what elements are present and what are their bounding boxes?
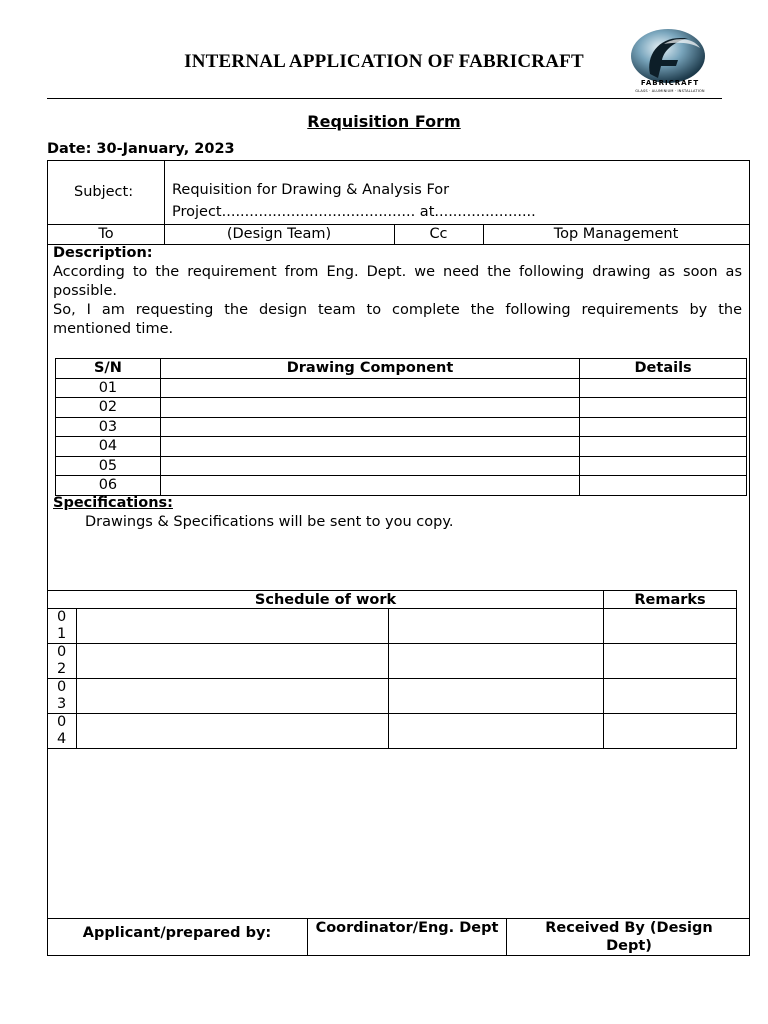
to-label: To (98, 226, 114, 242)
subject-label: Subject: (74, 184, 134, 200)
subject-bottom-rule (48, 224, 749, 225)
row-number: 0 3 (48, 679, 77, 714)
cc-label: Cc (429, 226, 448, 242)
signature-divider-1 (307, 918, 308, 956)
table-row (56, 456, 747, 476)
specifications-heading: Specifications: (53, 495, 173, 511)
table-row (48, 609, 737, 644)
row-component-cell[interactable] (160, 456, 579, 476)
row-component-cell[interactable] (160, 378, 579, 398)
table-row (56, 378, 747, 398)
schedule-table (47, 590, 737, 749)
description-paragraph-2: So, I am requesting the design team to complete the following requirements by the mentioned time. (53, 302, 742, 337)
logo-text: FABRICRAFT (640, 79, 700, 87)
row-component-cell[interactable] (160, 476, 579, 496)
drawing-table-header (56, 359, 747, 379)
header-sn: S/N (56, 359, 161, 379)
table-row (56, 398, 747, 418)
form-title: Requisition Form (307, 112, 461, 131)
row-remarks-cell[interactable] (604, 644, 737, 679)
row-sn: 05 (56, 456, 161, 476)
row-number: 0 2 (48, 644, 77, 679)
table-row (56, 437, 747, 457)
description-block (53, 244, 742, 339)
to-value: (Design Team) (226, 226, 332, 242)
table-row (56, 476, 747, 496)
applicant-signature: Applicant/prepared by: (82, 925, 272, 941)
header-schedule-of-work: Schedule of work (48, 591, 604, 609)
schedule-table-header (48, 591, 737, 609)
signature-divider-2 (506, 918, 507, 956)
row-work-cell[interactable] (76, 609, 388, 644)
row-sn: 01 (56, 378, 161, 398)
row-date-cell[interactable] (389, 714, 604, 749)
row-sn: 02 (56, 398, 161, 418)
table-row (48, 644, 737, 679)
header-drawing-component: Drawing Component (160, 359, 579, 379)
header-divider (47, 98, 722, 99)
description-heading: Description: (53, 245, 153, 261)
table-row (48, 714, 737, 749)
row-component-cell[interactable] (160, 417, 579, 437)
row-remarks-cell[interactable] (604, 679, 737, 714)
row-details-cell[interactable] (580, 437, 747, 457)
fabricraft-logo (624, 26, 716, 100)
drawing-table (55, 358, 747, 496)
row-sn: 06 (56, 476, 161, 496)
received-signature: Received By (Design Dept) (545, 920, 713, 954)
form-date: Date: 30-January, 2023 (47, 141, 235, 157)
row-number: 0 4 (48, 714, 77, 749)
table-row (48, 679, 737, 714)
header-remarks: Remarks (604, 591, 737, 609)
row-component-cell[interactable] (160, 398, 579, 418)
signature-row (47, 918, 750, 956)
row-work-cell[interactable] (76, 679, 388, 714)
row-component-cell[interactable] (160, 437, 579, 457)
cc-value: Top Management (553, 226, 679, 242)
row-remarks-cell[interactable] (604, 714, 737, 749)
description-paragraph-1: According to the requirement from Eng. Dept. we need the following drawing as soon as possible. (53, 264, 742, 299)
logo-tagline: GLASS · ALUMINIUM · INSTALLATION (635, 89, 705, 93)
coordinator-signature: Coordinator/Eng. Dept (315, 920, 499, 936)
row-details-cell[interactable] (580, 417, 747, 437)
subject-divider (164, 161, 165, 224)
header-title: INTERNAL APPLICATION OF FABRICRAFT (184, 51, 584, 72)
row-work-cell[interactable] (76, 644, 388, 679)
row-date-cell[interactable] (389, 609, 604, 644)
header-details: Details (580, 359, 747, 379)
row-number: 0 1 (48, 609, 77, 644)
specifications-text: Drawings & Specifications will be sent to you copy. (85, 514, 454, 530)
row-details-cell[interactable] (580, 456, 747, 476)
row-date-cell[interactable] (389, 679, 604, 714)
row-sn: 03 (56, 417, 161, 437)
row-remarks-cell[interactable] (604, 609, 737, 644)
row-details-cell[interactable] (580, 378, 747, 398)
row-sn: 04 (56, 437, 161, 457)
subject-line-1: Requisition for Drawing & Analysis For (172, 182, 450, 198)
row-work-cell[interactable] (76, 714, 388, 749)
row-details-cell[interactable] (580, 476, 747, 496)
row-details-cell[interactable] (580, 398, 747, 418)
subject-line-2: Project.......................................... at...................... (172, 204, 536, 220)
table-row (56, 417, 747, 437)
row-date-cell[interactable] (389, 644, 604, 679)
